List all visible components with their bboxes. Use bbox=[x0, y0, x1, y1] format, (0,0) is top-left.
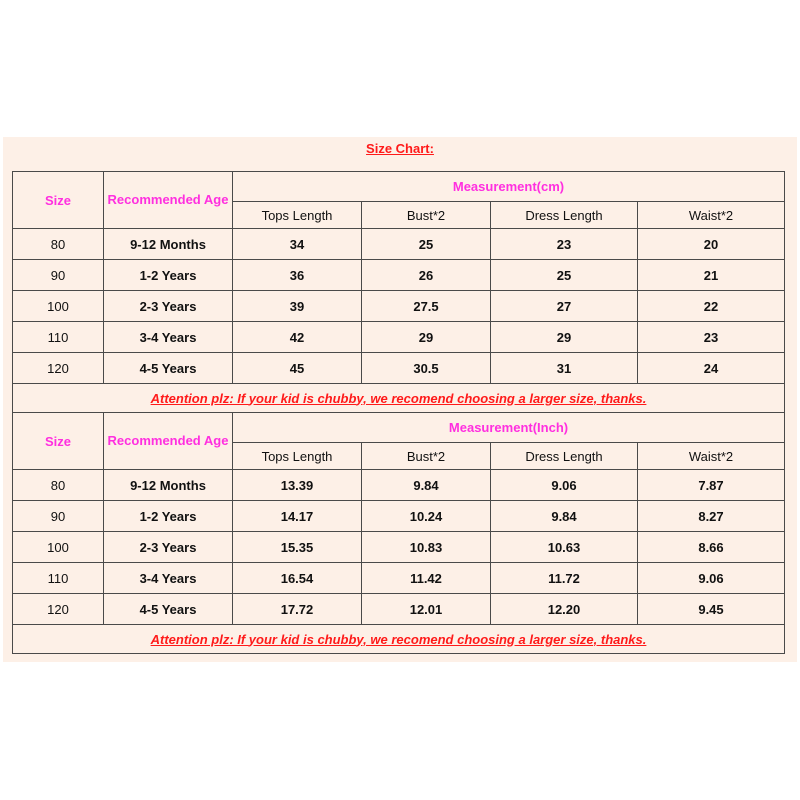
bust-cell: 27.5 bbox=[362, 291, 491, 322]
size-cell: 120 bbox=[13, 594, 104, 625]
tops-cell: 36 bbox=[233, 260, 362, 291]
bust-cell: 30.5 bbox=[362, 353, 491, 384]
dress-cell: 29 bbox=[491, 322, 638, 353]
inch-col-bust: Bust*2 bbox=[362, 443, 491, 470]
dress-cell: 27 bbox=[491, 291, 638, 322]
age-cell: 2-3 Years bbox=[104, 532, 233, 563]
bust-cell: 25 bbox=[362, 229, 491, 260]
cm-measurement-header: Measurement(cm) bbox=[233, 172, 785, 202]
age-cell: 9-12 Months bbox=[104, 470, 233, 501]
table-row bbox=[13, 260, 785, 291]
waist-cell: 9.06 bbox=[638, 563, 785, 594]
bust-cell: 29 bbox=[362, 322, 491, 353]
dress-cell: 9.06 bbox=[491, 470, 638, 501]
waist-cell: 23 bbox=[638, 322, 785, 353]
inch-age-header: Recommended Age bbox=[104, 413, 233, 470]
cm-col-dress: Dress Length bbox=[491, 202, 638, 229]
size-chart-table bbox=[12, 171, 785, 654]
size-cell: 120 bbox=[13, 353, 104, 384]
table-row bbox=[13, 532, 785, 563]
age-cell: 1-2 Years bbox=[104, 501, 233, 532]
age-cell: 3-4 Years bbox=[104, 322, 233, 353]
size-cell: 80 bbox=[13, 229, 104, 260]
bust-cell: 26 bbox=[362, 260, 491, 291]
attention-note: Attention plz: If your kid is chubby, we recomend choosing a larger size, thanks. bbox=[13, 384, 785, 413]
dress-cell: 10.63 bbox=[491, 532, 638, 563]
bust-cell: 9.84 bbox=[362, 470, 491, 501]
size-cell: 100 bbox=[13, 532, 104, 563]
tops-cell: 42 bbox=[233, 322, 362, 353]
dress-cell: 9.84 bbox=[491, 501, 638, 532]
waist-cell: 7.87 bbox=[638, 470, 785, 501]
tops-cell: 45 bbox=[233, 353, 362, 384]
inch-col-dress: Dress Length bbox=[491, 443, 638, 470]
inch-col-tops: Tops Length bbox=[233, 443, 362, 470]
inch-col-waist: Waist*2 bbox=[638, 443, 785, 470]
age-cell: 4-5 Years bbox=[104, 353, 233, 384]
bust-cell: 10.24 bbox=[362, 501, 491, 532]
waist-cell: 24 bbox=[638, 353, 785, 384]
table-row bbox=[13, 322, 785, 353]
dress-cell: 23 bbox=[491, 229, 638, 260]
tops-cell: 34 bbox=[233, 229, 362, 260]
bust-cell: 12.01 bbox=[362, 594, 491, 625]
table-row bbox=[13, 353, 785, 384]
size-cell: 90 bbox=[13, 501, 104, 532]
age-cell: 3-4 Years bbox=[104, 563, 233, 594]
size-cell: 100 bbox=[13, 291, 104, 322]
table-row bbox=[13, 594, 785, 625]
tops-cell: 39 bbox=[233, 291, 362, 322]
waist-cell: 9.45 bbox=[638, 594, 785, 625]
dress-cell: 12.20 bbox=[491, 594, 638, 625]
cm-attention-row bbox=[13, 384, 785, 413]
tops-cell: 13.39 bbox=[233, 470, 362, 501]
tops-cell: 14.17 bbox=[233, 501, 362, 532]
table-row bbox=[13, 291, 785, 322]
chart-title: Size Chart: bbox=[366, 141, 434, 156]
size-cell: 90 bbox=[13, 260, 104, 291]
size-cell: 110 bbox=[13, 322, 104, 353]
tops-cell: 16.54 bbox=[233, 563, 362, 594]
cm-age-header: Recommended Age bbox=[104, 172, 233, 229]
size-chart-panel bbox=[3, 137, 797, 662]
age-cell: 9-12 Months bbox=[104, 229, 233, 260]
size-cell: 110 bbox=[13, 563, 104, 594]
dress-cell: 11.72 bbox=[491, 563, 638, 594]
dress-cell: 25 bbox=[491, 260, 638, 291]
table-row bbox=[13, 501, 785, 532]
inch-measurement-header: Measurement(Inch) bbox=[233, 413, 785, 443]
dress-cell: 31 bbox=[491, 353, 638, 384]
waist-cell: 8.66 bbox=[638, 532, 785, 563]
size-cell: 80 bbox=[13, 470, 104, 501]
cm-size-header: Size bbox=[13, 172, 104, 229]
tops-cell: 15.35 bbox=[233, 532, 362, 563]
inch-attention-row bbox=[13, 625, 785, 654]
age-cell: 4-5 Years bbox=[104, 594, 233, 625]
table-row bbox=[13, 470, 785, 501]
tops-cell: 17.72 bbox=[233, 594, 362, 625]
waist-cell: 21 bbox=[638, 260, 785, 291]
age-cell: 1-2 Years bbox=[104, 260, 233, 291]
attention-note: Attention plz: If your kid is chubby, we recomend choosing a larger size, thanks. bbox=[13, 625, 785, 654]
inch-size-header: Size bbox=[13, 413, 104, 470]
cm-col-tops: Tops Length bbox=[233, 202, 362, 229]
bust-cell: 11.42 bbox=[362, 563, 491, 594]
waist-cell: 8.27 bbox=[638, 501, 785, 532]
waist-cell: 22 bbox=[638, 291, 785, 322]
bust-cell: 10.83 bbox=[362, 532, 491, 563]
table-row bbox=[13, 563, 785, 594]
cm-col-waist: Waist*2 bbox=[638, 202, 785, 229]
age-cell: 2-3 Years bbox=[104, 291, 233, 322]
cm-col-bust: Bust*2 bbox=[362, 202, 491, 229]
inch-header-row bbox=[13, 413, 785, 443]
table-row bbox=[13, 229, 785, 260]
cm-header-row bbox=[13, 172, 785, 202]
waist-cell: 20 bbox=[638, 229, 785, 260]
